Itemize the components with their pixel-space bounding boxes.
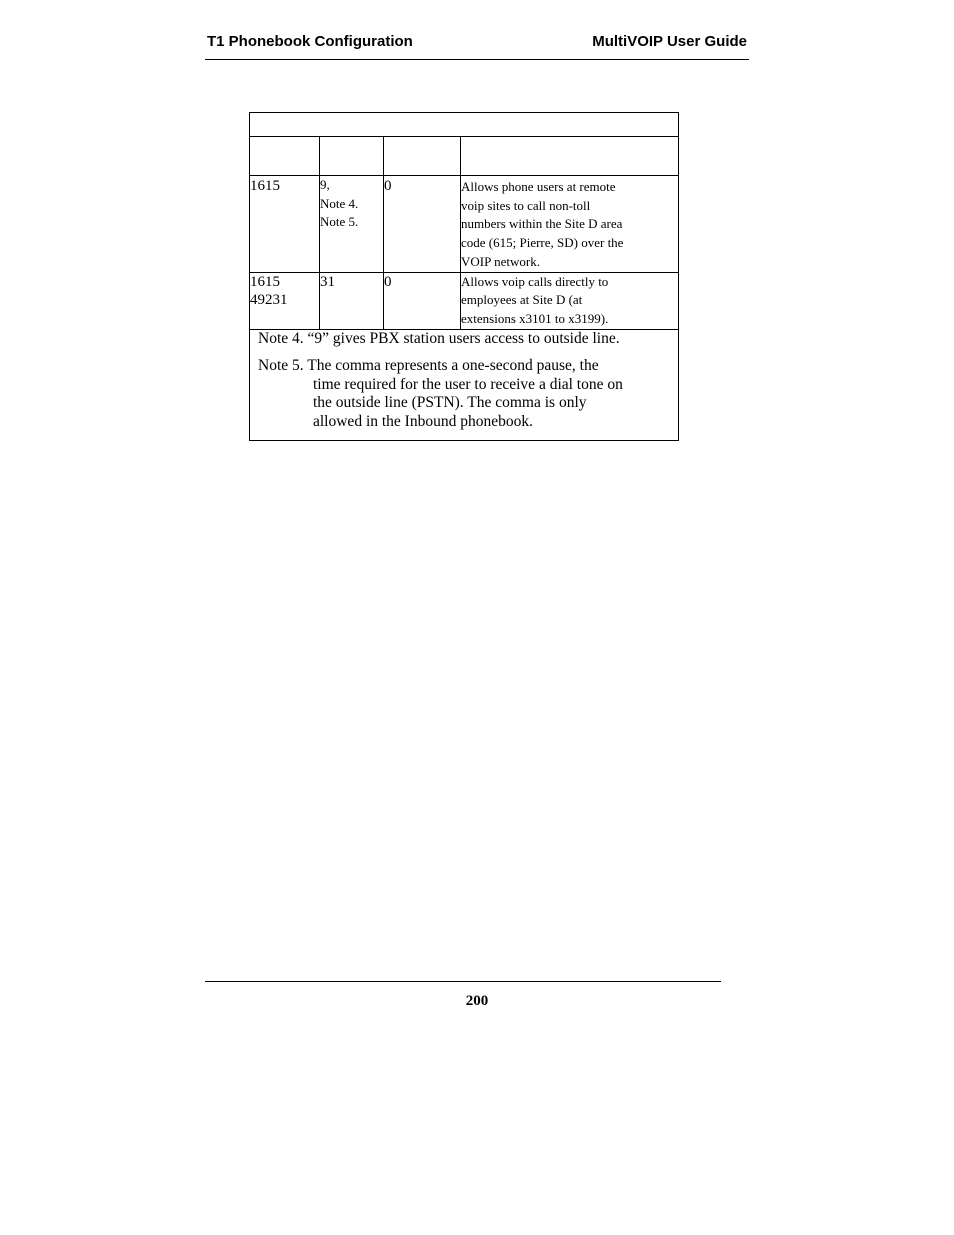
prefix-line: 9, (320, 177, 330, 192)
note-5-line: time required for the user to receive a dial tone on (313, 375, 623, 393)
table-notes-row (250, 329, 679, 441)
table-header-row (250, 137, 679, 176)
note-5-line: allowed in the Inbound phonebook. (313, 412, 533, 430)
note-5-first-line: Note 5. The comma represents a one-second pause, the (258, 357, 599, 375)
header-cell-2 (320, 137, 384, 176)
header-cell-3 (384, 137, 461, 176)
description-line: employees at Site D (at (461, 292, 583, 308)
destination-pattern-cell (250, 176, 320, 273)
description-line: Allows phone users at remote (461, 179, 616, 194)
description-cell (461, 272, 679, 329)
prefix-line: Note 4. (320, 195, 359, 211)
remove-prefix-value: 0 (384, 178, 392, 194)
description-line: voip sites to call non-toll (461, 197, 591, 213)
description-line: Allows voip calls directly to (461, 273, 609, 289)
remove-prefix-value: 0 (384, 273, 392, 290)
remove-prefix-cell (384, 176, 461, 273)
phonebook-table (249, 112, 679, 441)
description-line: code (615; Pierre, SD) over the (461, 235, 624, 251)
destination-pattern: 1615 (250, 178, 280, 194)
running-header-title: MultiVOIP User Guide (592, 33, 747, 50)
header-cell-1 (250, 137, 320, 176)
prefix-cell (320, 176, 384, 273)
description-line: VOIP network. (461, 253, 540, 269)
table-title-cell (250, 113, 679, 137)
prefix-cell (320, 272, 384, 329)
table-row (250, 272, 679, 329)
prefix-line: Note 5. (320, 214, 359, 230)
prefix-line: 31 (320, 273, 335, 290)
note-4: Note 4. “9” gives PBX station users access to outside line. (258, 329, 620, 347)
footer-rule (205, 981, 721, 982)
header-rule (205, 59, 749, 60)
running-header-section: T1 Phonebook Configuration (207, 33, 413, 50)
header-cell-4 (461, 137, 679, 176)
description-cell (461, 176, 679, 273)
table-title-row (250, 113, 679, 137)
description-line: numbers within the Site D area (461, 216, 623, 232)
notes-cell (250, 329, 679, 441)
page-number: 200 (465, 993, 489, 1009)
destination-pattern: 49231 (250, 291, 288, 308)
destination-pattern-cell (250, 272, 320, 329)
description-line: extensions x3101 to x3199). (461, 310, 609, 326)
note-5-line: the outside line (PSTN). The comma is only (313, 394, 587, 412)
table-row (250, 176, 679, 273)
note-5 (258, 357, 670, 431)
remove-prefix-cell (384, 272, 461, 329)
destination-pattern: 1615 (250, 273, 280, 290)
